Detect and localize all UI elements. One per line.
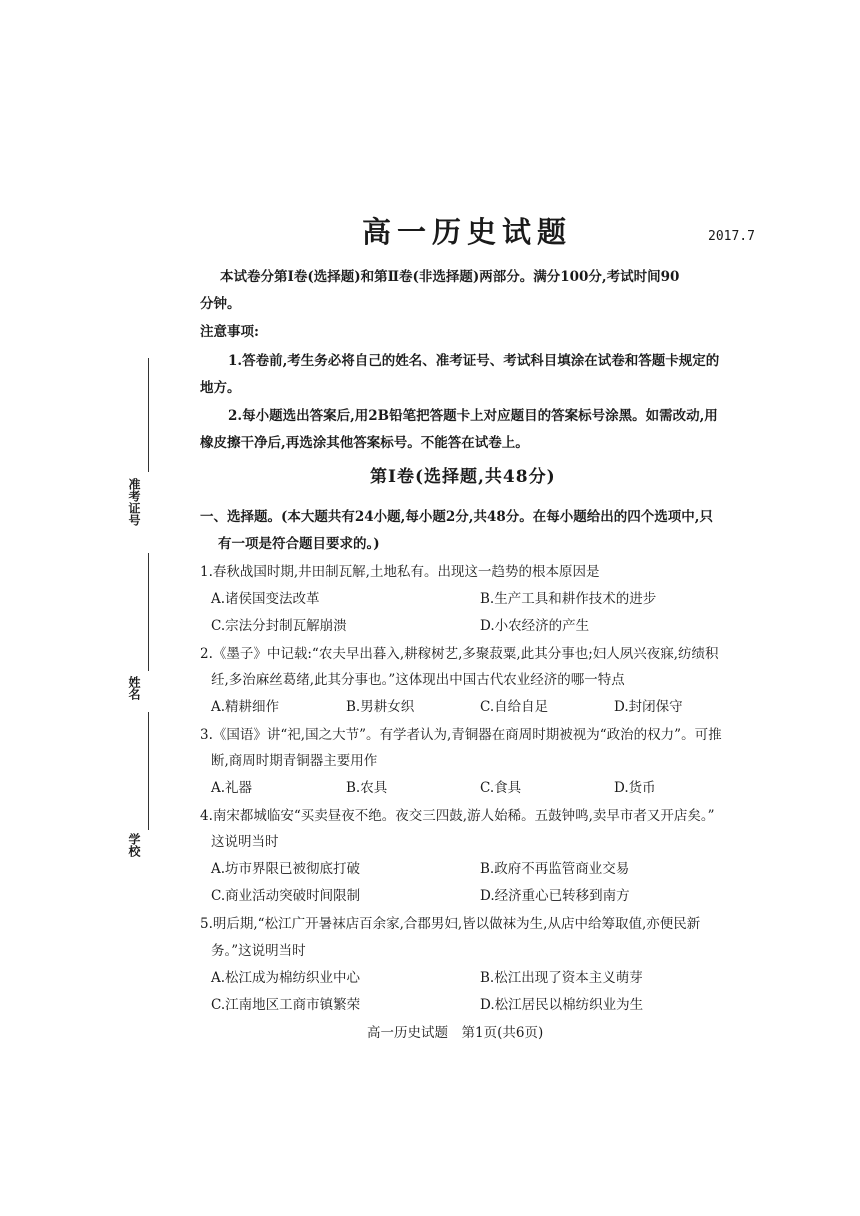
question-3-option-b: B.农具 [346, 780, 388, 796]
exam-no-line [148, 358, 149, 472]
question-2-stem-line-1: 2.《墨子》中记载:“农夫早出暮入,耕稼树艺,多聚菽粟,此其分事也;妇人夙兴夜寐,纺绩积 [200, 646, 719, 662]
notes-heading: 注意事项: [200, 324, 259, 340]
question-2-stem-line-2: 纴,多治麻丝葛绪,此其分事也。”这体现出中国古代农业经济的哪一特点 [211, 672, 625, 688]
question-1-option-a: A.诸侯国变法改革 [211, 591, 320, 607]
question-3-option-a: A.礼器 [211, 780, 253, 796]
question-3-stem-line-1: 3.《国语》讲“祀,国之大节”。有学者认为,青铜器在商周时期被视为“政治的权力”。可推 [200, 727, 722, 743]
question-4-option-a: A.坊市界限已被彻底打破 [211, 861, 361, 877]
note-1-line-1: 1.答卷前,考生务必将自己的姓名、准考证号、考试科目填涂在试卷和答题卡规定的 [228, 353, 720, 369]
question-2-option-a: A.精耕细作 [211, 699, 280, 715]
question-1-option-d: D.小农经济的产生 [480, 618, 590, 634]
intro-line-2: 分钟。 [200, 296, 241, 312]
exam-no-label: 准考证号 [127, 478, 141, 526]
question-5-option-b: B.松江出现了资本主义萌芽 [480, 970, 643, 986]
question-5-stem-line-2: 务。”这说明当时 [211, 943, 306, 959]
exam-date: 2017.7 [708, 229, 755, 244]
school-label: 学校 [127, 833, 141, 857]
question-3-option-c: C.食具 [480, 780, 522, 796]
question-1-option-b: B.生产工具和耕作技术的进步 [480, 591, 657, 607]
note-1-line-2: 地方。 [200, 380, 241, 396]
name-label: 姓名 [127, 676, 141, 700]
question-5-option-c: C.江南地区工商市镇繁荣 [211, 997, 361, 1013]
question-5-stem-line-1: 5.明后期,“松江广开暑袜店百余家,合郡男妇,皆以做袜为生,从店中给筹取值,亦便民新 [200, 916, 701, 932]
section-title: 第Ⅰ卷(选择题,共48分) [370, 467, 556, 487]
question-2-option-d: D.封闭保守 [614, 699, 683, 715]
question-4-stem-line-2: 这说明当时 [211, 834, 279, 850]
note-2-line-1: 2.每小题选出答案后,用2B铅笔把答题卡上对应题目的答案标号涂黑。如需改动,用 [228, 408, 718, 424]
section-instructions-line-2: 有一项是符合题目要求的。) [218, 536, 380, 552]
question-5-option-a: A.松江成为棉纺织业中心 [211, 970, 361, 986]
question-1-stem: 1.春秋战国时期,井田制瓦解,土地私有。出现这一趋势的根本原因是 [200, 564, 600, 580]
school-line [148, 712, 149, 830]
page-title: 高一历史试题 [362, 215, 573, 249]
note-2-line-2: 橡皮擦干净后,再选涂其他答案标号。不能答在试卷上。 [200, 435, 529, 451]
question-4-option-b: B.政府不再监管商业交易 [480, 861, 630, 877]
question-1-option-c: C.宗法分封制瓦解崩溃 [211, 618, 347, 634]
intro-line-1: 本试卷分第Ⅰ卷(选择题)和第Ⅱ卷(非选择题)两部分。满分100分,考试时间90 [220, 269, 680, 285]
question-4-option-d: D.经济重心已转移到南方 [480, 888, 630, 904]
question-3-option-d: D.货币 [614, 780, 656, 796]
section-instructions-line-1: 一、选择题。(本大题共有24小题,每小题2分,共48分。在每小题给出的四个选项中,只 [200, 509, 713, 525]
question-3-stem-line-2: 断,商周时期青铜器主要用作 [211, 753, 378, 769]
question-2-option-c: C.自给自足 [480, 699, 549, 715]
question-4-option-c: C.商业活动突破时间限制 [211, 888, 361, 904]
name-line [148, 553, 149, 671]
page-footer: 高一历史试题 第1页(共6页) [367, 1025, 544, 1041]
question-5-option-d: D.松江居民以棉纺织业为生 [480, 997, 644, 1013]
question-4-stem-line-1: 4.南宋都城临安“买卖昼夜不绝。夜交三四鼓,游人始稀。五鼓钟鸣,卖早市者又开店矣。” [200, 808, 715, 824]
question-2-option-b: B.男耕女织 [346, 699, 415, 715]
